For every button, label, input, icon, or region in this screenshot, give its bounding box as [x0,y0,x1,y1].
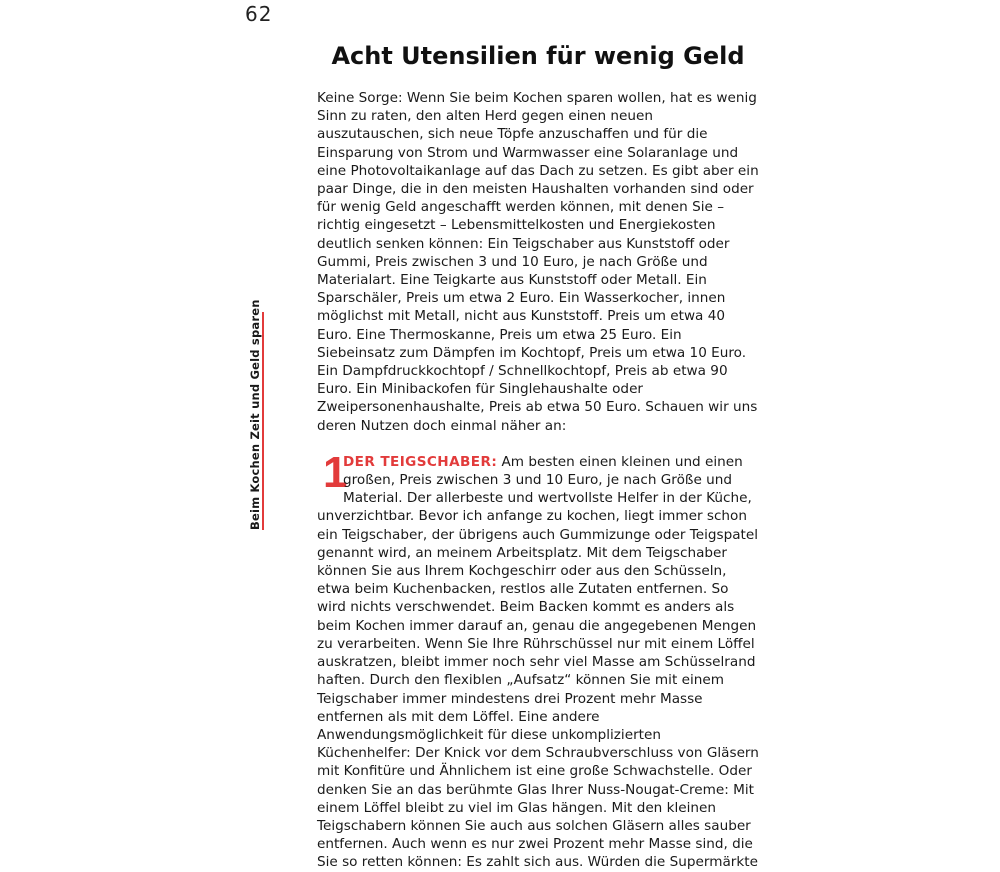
section-number-dropcap: 1 [323,447,348,497]
side-rule-divider [262,312,264,530]
section-text: Am besten einen kleinen und einen großen, Preis zwischen 3 und 10 Euro, je nach Größe und Material. Der allerbeste und wertvollste Helfer in der Küche, unverzichtbar. Bevor ich anfange zu kochen, liegt immer schon ein Teigschaber, der übrigens auch Gummizunge oder Teigspatel genannt wird, an meinem Arbeitsplatz. Mit dem Teigschaber können Sie aus Ihrem Kochgeschirr oder aus den Schüsseln, etwa beim Kuchenbacken, restlos alle Zutaten entfernen. So wird nichts verschwendet. Beim Backen kommt es anders als beim Kochen immer darauf an, genau die angegebenen Mengen zu verarbeiten. Wenn Sie Ihre Rührschüssel nur mit einem Löffel auskratzen, bleibt immer noch sehr viel Masse am Schüsselrand haften. Durch den flexiblen „Aufsatz“ können Sie mit einem Teigschaber immer mindestens drei Prozent mehr Masse entfernen als mit dem Löffel. Eine andere Anwendungsmöglichkeit für diese unkomplizierten Küchenhelfer: Der Knick vor dem Schraubverschluss von Gläsern mit Konfitüre und Ähnlichem ist eine große Schwachstelle. Oder denken Sie an das berühmte Glas Ihrer Nuss-Nougat-Creme: Mit einem Löffel bleibt zu viel im Glas hängen. Mit den kleinen Teigschabern können Sie auch aus solchen Gläsern alles sauber entfernen. Auch wenn es nur zwei Prozent mehr Masse sind, die Sie so retten können: Es zahlt sich aus. Würden die Supermärkte [317,453,759,871]
page-number: 62 [245,2,273,26]
section-paragraph [317,447,759,872]
section-heading: DER TEIGSCHABER: [343,453,498,470]
intro-paragraph: Keine Sorge: Wenn Sie beim Kochen sparen wollen, hat es wenig Sinn zu raten, den alten Herd gegen einen neuen auszutauschen, sich neue Töpfe anzuschaffen und für die Einsparung von Strom und Warmwasser eine Solaranlage und eine Photovoltaikanlage auf das Dach zu setzen. Es gibt aber ein paar Dinge, die in den meisten Haushalten vorhanden sind oder für wenig Geld angeschafft werden können, mit denen Sie – richtig eingesetzt – Lebensmittelkosten und Energiekosten deutlich senken können: Ein Teigschaber aus Kunststoff oder Gummi, Preis zwischen 3 und 10 Euro, je nach Größe und Materialart. Eine Teigkarte aus Kunststoff oder Metall. Ein Sparschäler, Preis um etwa 2 Euro. Ein Wasserkocher, innen möglichst mit Metall, nicht aus Kunststoff. Preis um etwa 40 Euro. Eine Thermoskanne, Preis um etwa 25 Euro. Ein Siebeinsatz zum Dämpfen im Kochtopf, Preis um etwa 10 Euro. Ein Dampfdruckkochtopf / Schnellkochtopf, Preis ab etwa 90 Euro. Ein Minibackofen für Singlehaushalte oder Zweipersonenhaushalte, Preis ab etwa 50 Euro. Schauen wir uns deren Nutzen doch einmal näher an: [317,90,759,434]
side-label: Beim Kochen Zeit und Geld sparen [248,299,262,530]
article-title: Acht Utensilien für wenig Geld [331,42,745,70]
article-body [317,89,759,872]
